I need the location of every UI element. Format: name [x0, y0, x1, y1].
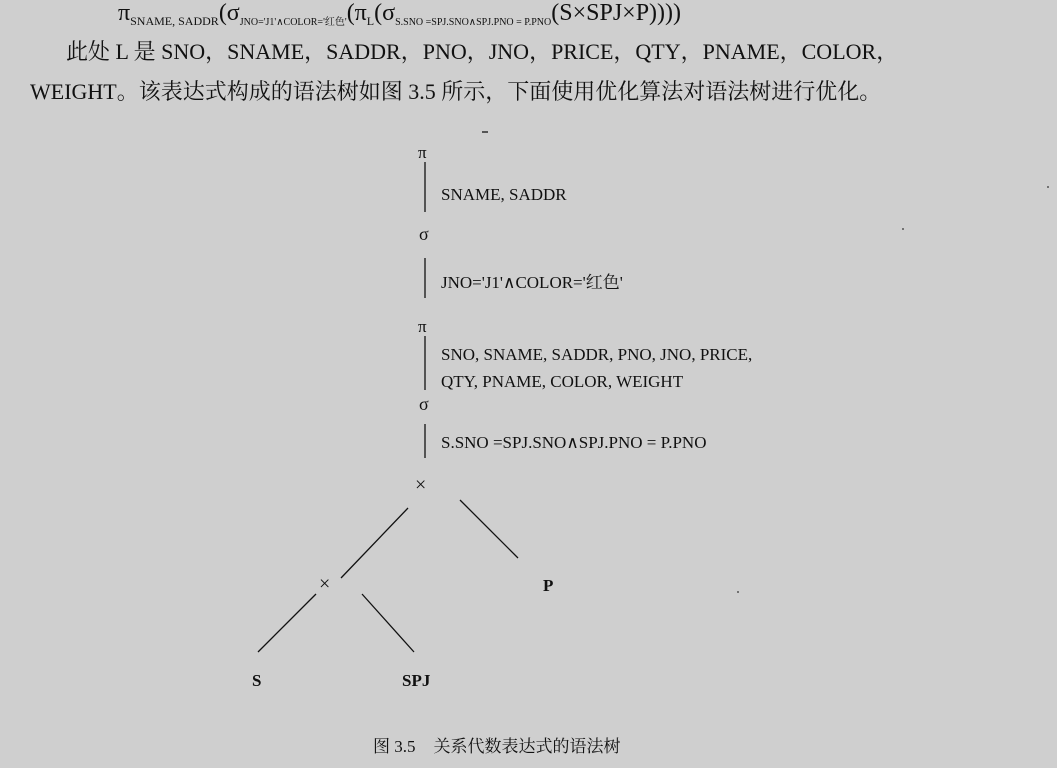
node-sigma-mid: σ [419, 394, 429, 414]
leaf-spj: SPJ [402, 671, 431, 690]
label-pi-mid-line-2: QTY, PNAME, COLOR, WEIGHT [441, 372, 684, 391]
node-pi-top: π [418, 143, 427, 162]
label-pi-top: SNAME, SADDR [441, 185, 567, 204]
formula-sigma-inner-subscript: S.SNO =SPJ.SNO∧SPJ.PNO = P.PNO [395, 17, 552, 28]
node-cross-bottom: × [319, 573, 331, 595]
node-pi-mid: π [418, 317, 427, 336]
leaf-s: S [252, 671, 262, 690]
formula-sigma-outer-subscript: JNO='J1'∧COLOR='红色' [239, 17, 347, 28]
figure-caption-text: 关系代数表达式的语法树 [433, 737, 621, 756]
paragraph-line-2: WEIGHT。该表达式构成的语法树如图 3.5 所示，下面使用优化算法对语法树进行优化。 [30, 79, 882, 104]
paragraph-line-1: 此处 L 是 SNO，SNAME，SADDR，PNO，JNO，PRICE，QTY，PNAME，COLOR， [66, 39, 899, 64]
figure-caption [373, 732, 621, 757]
node-cross-top: × [415, 474, 427, 496]
formula-pi-outer: π [118, 0, 131, 26]
edge-cross-top-cross-bottom [341, 508, 408, 578]
figure-caption-number: 图 3.5 [373, 737, 416, 756]
label-sigma-top: JNO='J1'∧COLOR='红色' [441, 273, 623, 292]
edge-cross-bottom-s [258, 594, 316, 652]
edge-cross-bottom-spj [362, 594, 414, 652]
formula-tail: (S×SPJ×P)))) [551, 0, 682, 26]
formula-pi-inner-subscript: L [366, 14, 375, 28]
formula-sigma-inner: (σ [374, 0, 396, 26]
label-pi-mid-line-1: SNO, SNAME, SADDR, PNO, JNO, PRICE, [441, 345, 753, 364]
label-sigma-mid: S.SNO =SPJ.SNO∧SPJ.PNO = P.PNO [441, 433, 707, 452]
formula-sigma-outer: (σ [218, 0, 240, 26]
leaf-p: P [543, 576, 554, 595]
formula-pi-inner: (π [346, 0, 367, 26]
formula-pi-outer-subscript: SNAME, SADDR [130, 14, 219, 28]
edge-cross-top-p [460, 500, 518, 558]
node-sigma-top: σ [419, 224, 429, 244]
